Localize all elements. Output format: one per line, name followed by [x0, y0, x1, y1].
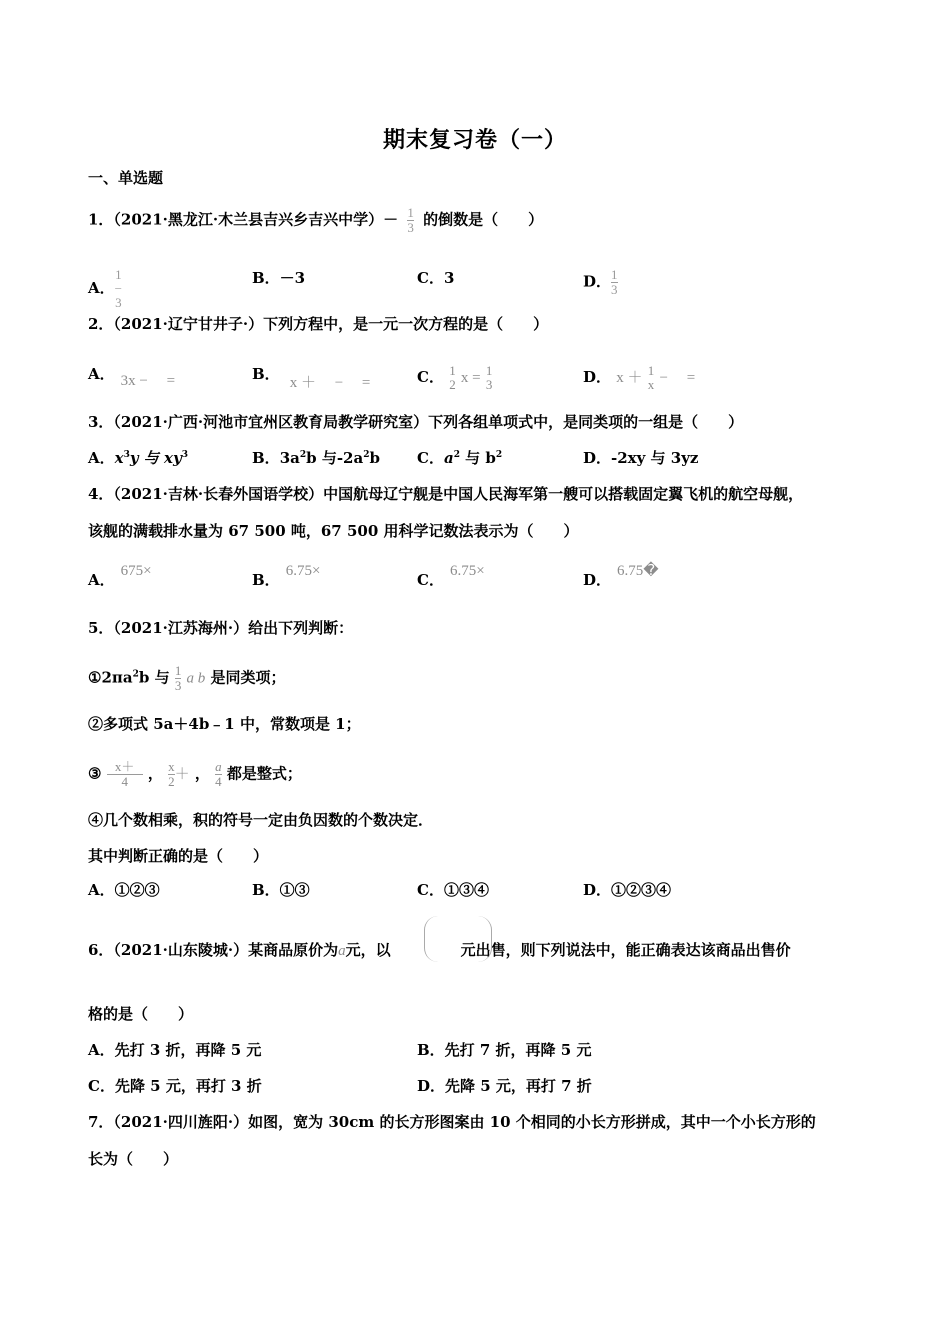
- q2-option-b[interactable]: B． x ＋ − =: [252, 365, 371, 391]
- q4-option-a[interactable]: A． 675×: [88, 563, 152, 589]
- q4-option-b[interactable]: B． 6.75×: [252, 563, 321, 589]
- q5-statement-2: ②多项式 5a＋4b﹣1 中，常数项是 1；: [88, 715, 361, 733]
- section-heading: 一、单选题: [88, 169, 164, 187]
- q2-option-d[interactable]: D． x ＋ 1 x − =: [583, 363, 696, 392]
- question-4-line-1: 4．（2021·吉林·长春外国语学校）中国航母辽宁舰是中国人民海军第一艘可以搭载固定翼飞机的航空母舰，: [88, 485, 804, 503]
- question-7-line-1: 7．（2021·四川旌阳·）如图，宽为 30cm 的长方形图案由 10 个相同的小长方形拼成，其中一个小长方形的: [88, 1113, 816, 1131]
- q5-ask: 其中判断正确的是（ ）: [88, 847, 269, 865]
- q4-option-d[interactable]: D． 6.75�: [583, 563, 659, 589]
- blank-expression-parentheses: [424, 916, 492, 962]
- q3-option-c[interactable]: C．$a^2$ 与 $b^2$: [417, 449, 503, 467]
- question-6: 6．（2021·山东陵城·）某商品原价为a元，以 元出售，则下列说法中，能正确表达该商品出售价: [88, 941, 791, 959]
- question-4-line-2: 该舰的满载排水量为 67 500 吨，67 500 用科学记数法表示为（ ）: [88, 522, 579, 540]
- q5-option-c[interactable]: C．①③④: [417, 881, 489, 899]
- q5-statement-3: ③ $\frac{x+}{4}$ ， $\frac{x}{2}$ ＋ ， $\frac{a}{4}$ 都是整式；: [88, 759, 302, 789]
- q1-option-b[interactable]: B．－3: [252, 269, 306, 287]
- question-6-line-2: 格的是（ ）: [88, 1005, 194, 1023]
- question-1: 1．（2021·黑龙江·木兰县吉兴乡吉兴中学）－ $\frac{1}{3}$ 的倒数是（ ）: [88, 205, 544, 235]
- q2-option-c[interactable]: C． 1 2 x = 1 3: [417, 363, 493, 392]
- q3-option-b[interactable]: B．$3a^2b$ 与$-2a^2b$: [252, 449, 380, 467]
- q1-option-a[interactable]: A． 1 − 3: [88, 267, 122, 310]
- q4-option-c[interactable]: C． 6.75×: [417, 563, 485, 589]
- page-title: 期末复习卷（一）: [382, 127, 567, 153]
- q5-statement-4: ④几个数相乘，积的符号一定由负因数的个数决定．: [88, 811, 434, 829]
- question-3: 3．（2021·广西·河池市宜州区教育局教学研究室）下列各组单项式中，是同类项的一组是（ ）: [88, 413, 744, 431]
- q6-option-c[interactable]: C．先降 5 元，再打 3 折: [88, 1077, 262, 1095]
- q5-option-a[interactable]: A．①②③: [88, 881, 160, 899]
- q5-option-d[interactable]: D．①②③④: [583, 881, 672, 899]
- question-7-line-2: 长为（ ）: [88, 1150, 179, 1168]
- q5-option-b[interactable]: B．①③: [252, 881, 310, 899]
- q6-option-a[interactable]: A．先打 3 折，再降 5 元: [88, 1041, 262, 1059]
- question-5: 5．（2021·江苏海州·）给出下列判断：: [88, 619, 354, 637]
- question-2: 2．（2021·辽宁甘井子·）下列方程中，是一元一次方程的是（ ）: [88, 315, 549, 333]
- q1-option-d[interactable]: D． $\frac{1}{3}$: [583, 267, 618, 297]
- q6-option-d[interactable]: D．先降 5 元，再打 7 折: [417, 1077, 592, 1095]
- q1-option-c[interactable]: C．3: [417, 269, 455, 287]
- q3-option-d[interactable]: D．-2xy 与 3yz: [583, 449, 699, 467]
- q5-statement-1: $①2\pi a^2b$ 与 $\frac{1}{3}$ a b 是同类项；: [88, 663, 286, 693]
- q6-option-b[interactable]: B．先打 7 折，再降 5 元: [417, 1041, 592, 1059]
- q3-option-a[interactable]: A．$x^3y$ 与 $xy^3$: [88, 449, 188, 467]
- q2-option-a[interactable]: A． 3x − =: [88, 365, 176, 389]
